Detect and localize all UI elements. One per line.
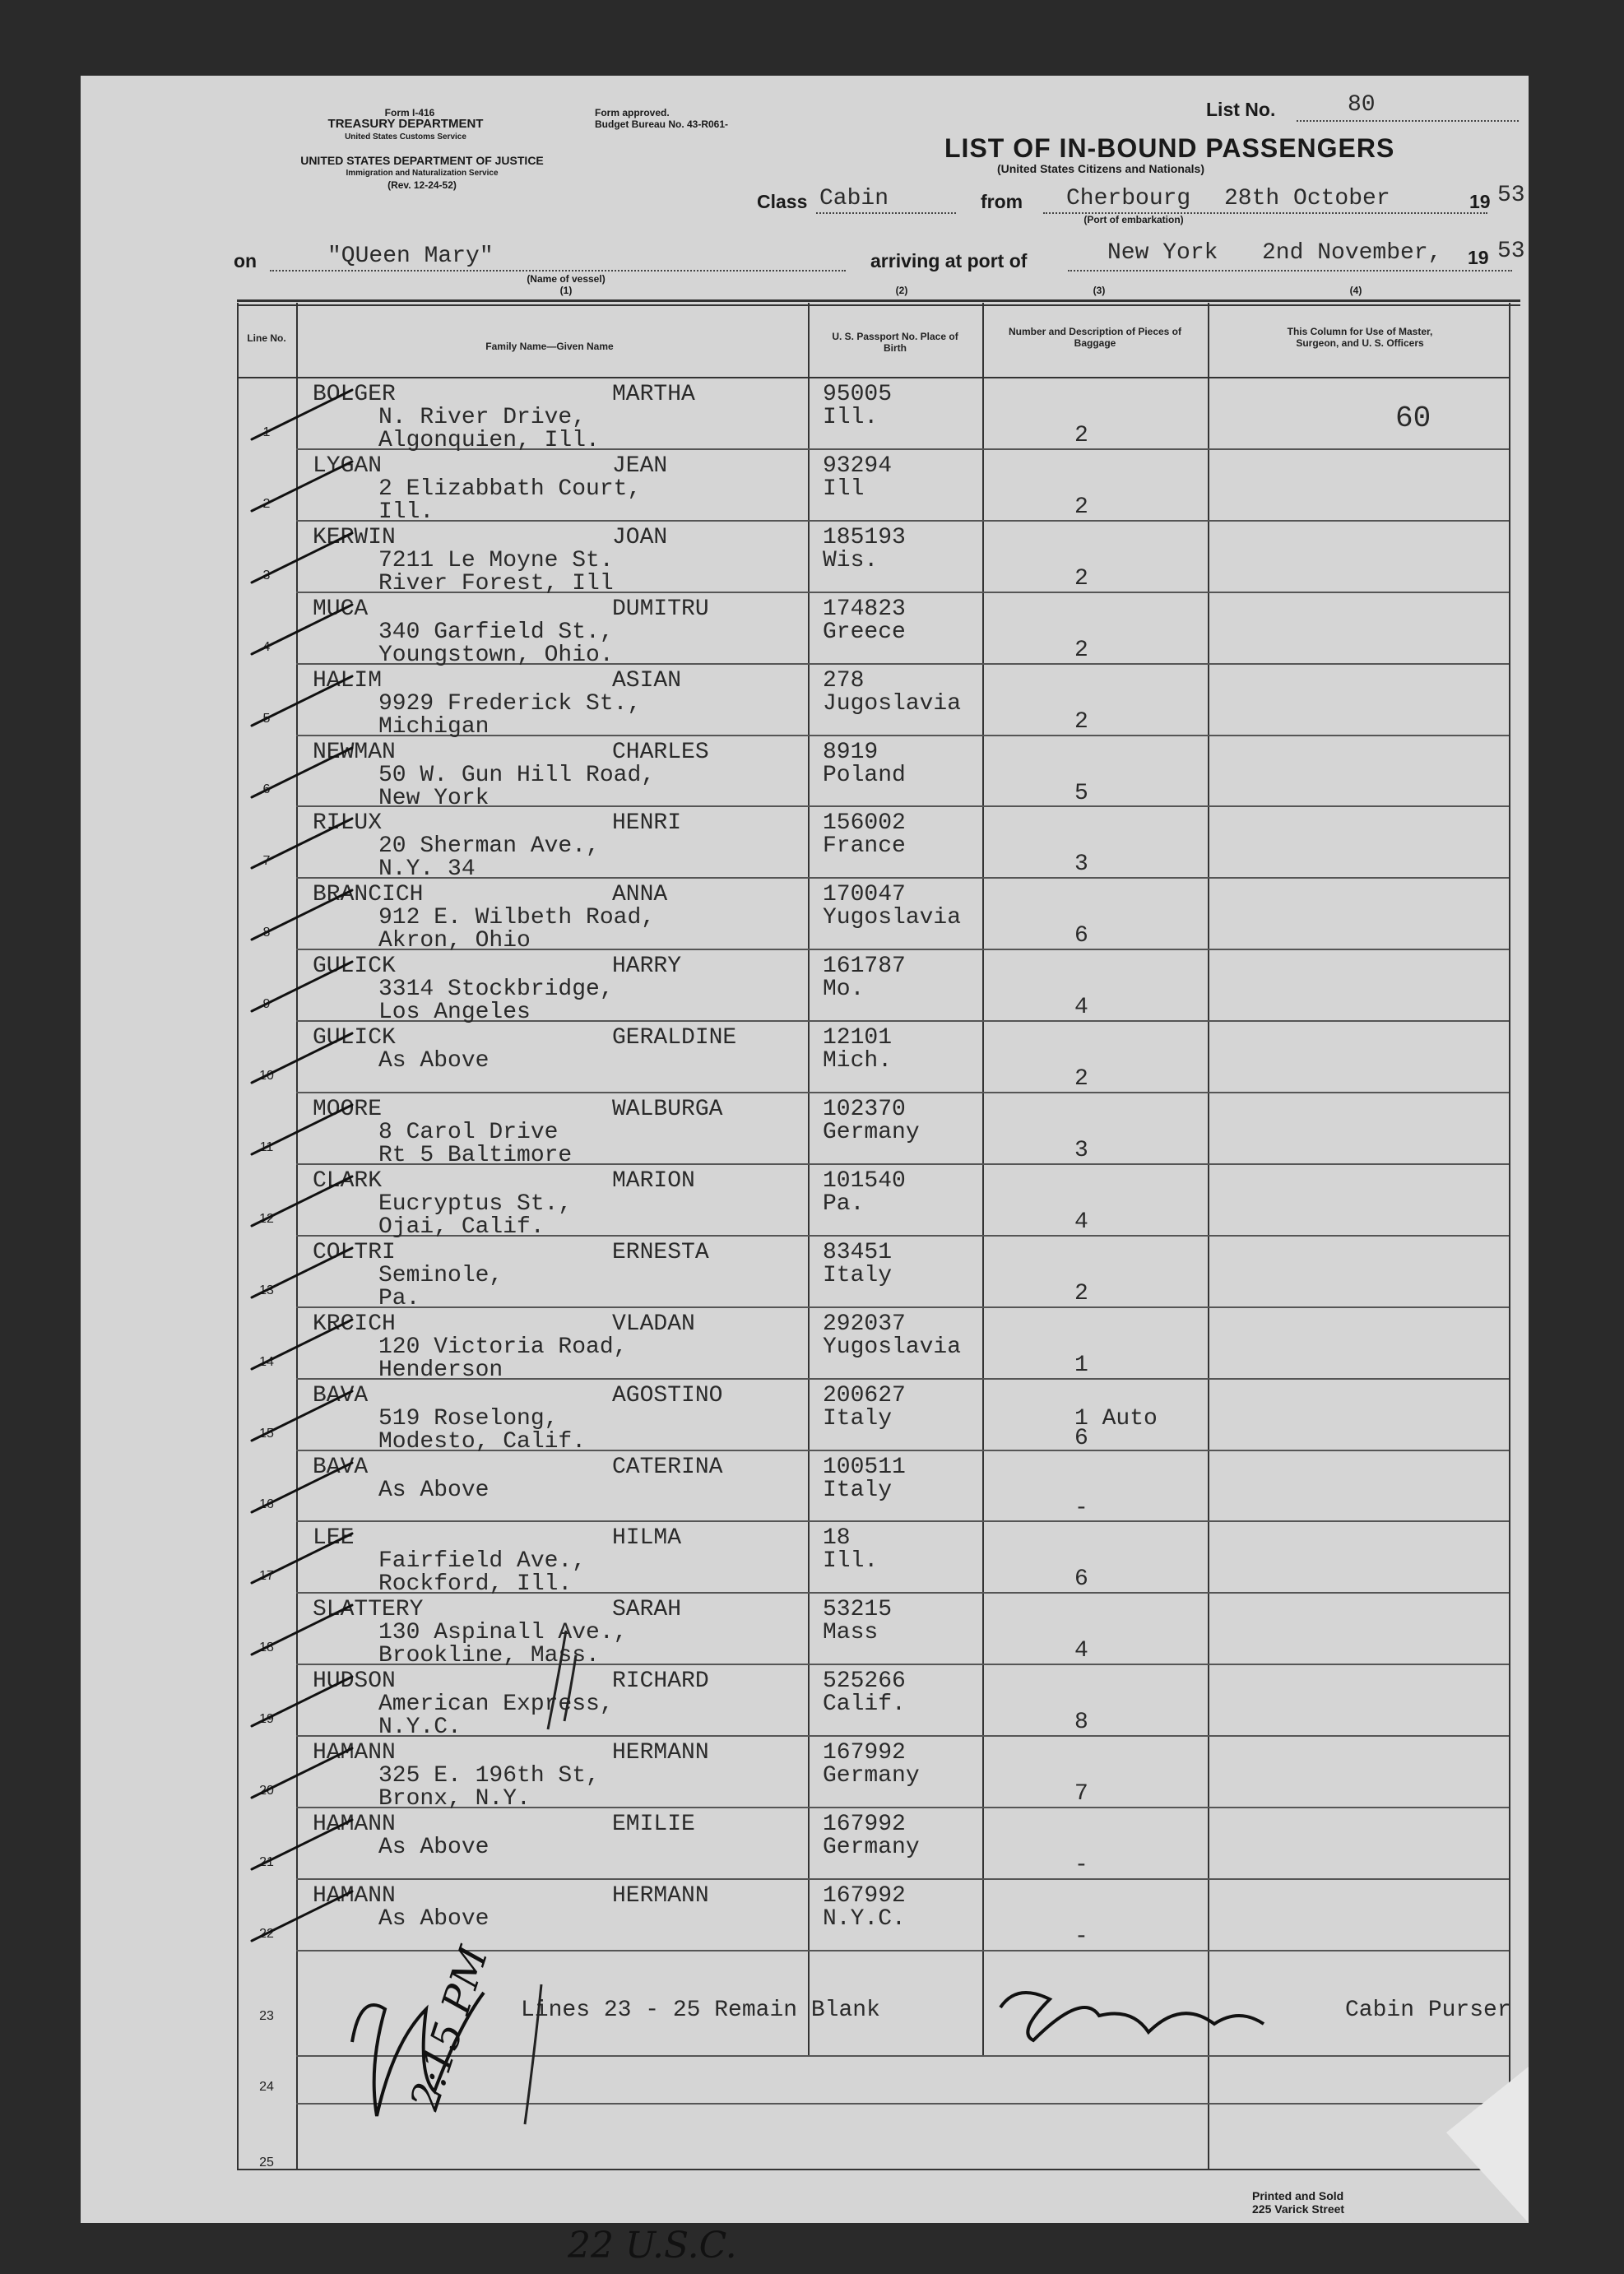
line-number: 3 bbox=[262, 568, 271, 582]
passenger-list-form bbox=[81, 76, 1529, 2267]
baggage-count: 6 bbox=[1074, 1566, 1088, 1592]
line-number: 11 bbox=[259, 1140, 274, 1154]
from-port: Cherbourg bbox=[1066, 186, 1191, 211]
address-line-1: As Above bbox=[378, 1048, 490, 1074]
family-name: BAVA bbox=[313, 1455, 369, 1480]
place-of-birth: Greece bbox=[823, 620, 906, 645]
address-line-2: Algonquien, Ill. bbox=[378, 428, 600, 453]
passport-number: 525266 bbox=[823, 1668, 906, 1694]
baggage-count: 1 bbox=[1074, 1353, 1088, 1378]
check-mark bbox=[252, 748, 352, 797]
address-line-2: Henderson bbox=[378, 1357, 503, 1383]
line-number: 16 bbox=[259, 1497, 274, 1511]
family-name: MOORE bbox=[313, 1097, 383, 1122]
officer-note: 60 bbox=[1395, 401, 1431, 435]
passport-number: 93294 bbox=[823, 453, 893, 479]
check-mark bbox=[252, 1105, 352, 1154]
baggage-count: 2 bbox=[1074, 1281, 1088, 1306]
place-of-birth: Poland bbox=[823, 763, 906, 788]
line-number: 4 bbox=[262, 640, 271, 654]
place-of-birth: Yugoslavia bbox=[823, 1334, 962, 1360]
check-mark bbox=[252, 1248, 352, 1297]
ins-service: Immigration and Naturalization Service bbox=[346, 169, 499, 178]
check-mark bbox=[252, 1391, 352, 1441]
handwritten-footer: 22 U.S.C. bbox=[568, 2225, 737, 2267]
family-name: GULICK bbox=[313, 954, 396, 979]
place-of-birth: Germany bbox=[823, 1120, 920, 1145]
list-no-label: List No. bbox=[1206, 99, 1276, 120]
treasury-dept: TREASURY DEPARTMENT bbox=[327, 117, 484, 131]
baggage-count: 3 bbox=[1074, 852, 1088, 877]
place-of-birth: Ill. bbox=[823, 1548, 879, 1574]
check-mark bbox=[252, 1891, 352, 1941]
line-number: 2 bbox=[262, 497, 271, 511]
budget-bureau: Budget Bureau No. 43-R061- bbox=[595, 118, 729, 130]
check-mark bbox=[252, 1534, 352, 1583]
passport-number: 185193 bbox=[823, 525, 906, 550]
passport-number: 18 bbox=[823, 1525, 851, 1551]
given-name: VLADAN bbox=[612, 1311, 695, 1337]
passport-number: 95005 bbox=[823, 382, 893, 407]
address-line-1: As Above bbox=[378, 1835, 490, 1860]
passport-number: 100511 bbox=[823, 1455, 906, 1480]
check-mark bbox=[252, 1820, 352, 1869]
given-name: ANNA bbox=[612, 882, 668, 907]
line-number: 24 bbox=[259, 2080, 274, 2094]
baggage-count: - bbox=[1074, 1924, 1088, 1950]
line-number: 13 bbox=[259, 1283, 274, 1297]
passport-number: 102370 bbox=[823, 1097, 906, 1122]
baggage-count: 4 bbox=[1074, 995, 1088, 1020]
address-line-1: 120 Victoria Road, bbox=[378, 1334, 628, 1360]
line-number: 22 bbox=[259, 1927, 274, 1941]
family-name: SLATTERY bbox=[313, 1597, 424, 1622]
address-line-1: 325 E. 196th St, bbox=[378, 1763, 600, 1789]
given-name: WALBURGA bbox=[612, 1097, 723, 1122]
place-of-birth: Italy bbox=[823, 1478, 893, 1503]
address-line-2: N.Y.C. bbox=[378, 1715, 462, 1740]
address-line-2: Los Angeles bbox=[378, 1000, 531, 1025]
baggage-count: 3 bbox=[1074, 1138, 1088, 1163]
arrival-year: 53 bbox=[1497, 239, 1525, 264]
departure-year: 53 bbox=[1497, 183, 1525, 208]
passport-number: 170047 bbox=[823, 882, 906, 907]
line-number: 17 bbox=[259, 1569, 274, 1583]
baggage-count: 2 bbox=[1074, 1066, 1088, 1092]
family-name: RILUX bbox=[313, 810, 383, 836]
baggage-count: 2 bbox=[1074, 566, 1088, 592]
given-name: SARAH bbox=[612, 1597, 682, 1622]
col-header-name: Family Name—Given Name bbox=[485, 341, 614, 352]
address-line-1: Fairfield Ave., bbox=[378, 1548, 587, 1574]
line-number: 7 bbox=[262, 854, 271, 868]
place-of-birth: Ill bbox=[823, 476, 865, 502]
place-of-birth: Mass bbox=[823, 1620, 879, 1645]
passport-number: 156002 bbox=[823, 810, 906, 836]
given-name: MARTHA bbox=[612, 382, 695, 407]
check-mark bbox=[252, 533, 352, 582]
baggage-count: 6 bbox=[1074, 923, 1088, 949]
given-name: RICHARD bbox=[612, 1668, 709, 1694]
family-name: BRANCICH bbox=[313, 882, 424, 907]
place-of-birth: Yugoslavia bbox=[823, 905, 962, 930]
class-label: Class bbox=[757, 191, 808, 212]
col-header-passport: U. S. Passport No. Place of Birth bbox=[832, 331, 958, 354]
address-line-2: Akron, Ohio bbox=[378, 928, 531, 954]
family-name: HAMANN bbox=[313, 1740, 396, 1766]
family-name: KRCICH bbox=[313, 1311, 396, 1337]
passport-number: 200627 bbox=[823, 1383, 906, 1408]
address-line-1: 340 Garfield St., bbox=[378, 620, 614, 645]
vessel-name: "QUeen Mary" bbox=[327, 244, 494, 269]
address-line-1: Eucryptus St., bbox=[378, 1191, 573, 1217]
line-number: 20 bbox=[259, 1784, 274, 1798]
passport-number: 8919 bbox=[823, 740, 879, 765]
line-number: 23 bbox=[259, 2009, 274, 2023]
line-number: 21 bbox=[259, 1855, 274, 1869]
address-line-2: Bronx, N.Y. bbox=[378, 1786, 531, 1812]
address-line-2: Rockford, Ill. bbox=[378, 1571, 573, 1597]
check-mark bbox=[252, 819, 352, 868]
baggage-count: - bbox=[1074, 1496, 1088, 1521]
line-number: 8 bbox=[262, 926, 271, 940]
place-of-birth: Mich. bbox=[823, 1048, 893, 1074]
address-line-1: 20 Sherman Ave., bbox=[378, 833, 600, 859]
address-line-1: Seminole, bbox=[378, 1263, 503, 1288]
family-name: BAVA bbox=[313, 1383, 369, 1408]
address-line-2: New York bbox=[378, 786, 490, 811]
class-value: Cabin bbox=[819, 186, 889, 211]
col-header-baggage: Number and Description of Pieces of Baggage bbox=[1008, 326, 1182, 349]
check-mark bbox=[252, 1176, 352, 1226]
line-number: 15 bbox=[259, 1427, 274, 1441]
place-of-birth: Ill. bbox=[823, 405, 879, 430]
line-number: 5 bbox=[262, 712, 271, 726]
place-of-birth: Calif. bbox=[823, 1692, 906, 1717]
given-name: EMILIE bbox=[612, 1812, 695, 1837]
given-name: JOAN bbox=[612, 525, 668, 550]
address-line-2: Ill. bbox=[378, 499, 434, 525]
line-number: 1 bbox=[262, 425, 271, 439]
given-name: MARION bbox=[612, 1168, 695, 1194]
remain-blank-note: Lines 23 - 25 Remain Blank bbox=[521, 1998, 880, 2023]
family-name: MUCA bbox=[313, 596, 369, 622]
place-of-birth: Pa. bbox=[823, 1191, 865, 1217]
check-mark bbox=[252, 390, 352, 439]
col2-num: (2) bbox=[895, 285, 908, 296]
given-name: ASIAN bbox=[612, 668, 682, 694]
customs-service: United States Customs Service bbox=[345, 132, 466, 142]
port-embarkation-label: (Port of embarkation) bbox=[1083, 214, 1184, 225]
baggage-count-2: 6 bbox=[1074, 1426, 1088, 1451]
place-of-birth: Germany bbox=[823, 1835, 920, 1860]
check-mark bbox=[252, 1605, 352, 1654]
family-name: LYGAN bbox=[313, 453, 383, 479]
passport-number: 53215 bbox=[823, 1597, 893, 1622]
vessel-label: (Name of vessel) bbox=[527, 273, 606, 285]
from-label: from bbox=[981, 191, 1023, 212]
family-name: KERWIN bbox=[313, 525, 396, 550]
passport-number: 161787 bbox=[823, 954, 906, 979]
baggage-count: 2 bbox=[1074, 638, 1088, 663]
address-line-2: Youngstown, Ohio. bbox=[378, 643, 614, 668]
passport-number: 101540 bbox=[823, 1168, 906, 1194]
address-line-1: 50 W. Gun Hill Road, bbox=[378, 763, 656, 788]
line-number: 9 bbox=[262, 997, 271, 1011]
passport-number: 12101 bbox=[823, 1025, 893, 1051]
baggage-count: 5 bbox=[1074, 781, 1088, 806]
address-line-1: American Express, bbox=[378, 1692, 614, 1717]
arriving-label: arriving at port of bbox=[870, 250, 1028, 271]
check-mark bbox=[252, 1033, 352, 1083]
printer-note-2: 225 Varick Street bbox=[1252, 2202, 1345, 2216]
line-number: 6 bbox=[262, 782, 271, 796]
address-line-1: 912 E. Wilbeth Road, bbox=[378, 905, 656, 930]
address-line-2: N.Y. 34 bbox=[378, 856, 476, 882]
form-title: LIST OF IN-BOUND PASSENGERS bbox=[944, 133, 1395, 163]
place-of-birth: Italy bbox=[823, 1263, 893, 1288]
address-line-1: N. River Drive, bbox=[378, 405, 587, 430]
purser-title: Cabin Purser bbox=[1345, 1998, 1511, 2023]
given-name: CATERINA bbox=[612, 1455, 723, 1480]
baggage-count: 7 bbox=[1074, 1781, 1088, 1807]
address-line-2: River Forest, Ill bbox=[378, 571, 614, 596]
address-line-1: 9929 Frederick St., bbox=[378, 691, 642, 717]
address-line-2: Michigan bbox=[378, 714, 490, 740]
handwritten-marks bbox=[81, 76, 1529, 2223]
passport-number: 292037 bbox=[823, 1311, 906, 1337]
line-number: 14 bbox=[259, 1355, 274, 1369]
given-name: HENRI bbox=[612, 810, 682, 836]
baggage-count: 4 bbox=[1074, 1209, 1088, 1235]
check-mark bbox=[252, 462, 352, 511]
given-name: GERALDINE bbox=[612, 1025, 737, 1051]
check-mark bbox=[252, 890, 352, 940]
form-revision: (Rev. 12-24-52) bbox=[387, 179, 457, 191]
page-curl-graphic bbox=[1446, 2067, 1529, 2223]
line-number: 10 bbox=[259, 1069, 274, 1083]
check-mark bbox=[252, 1463, 352, 1512]
family-name: HAMANN bbox=[313, 1883, 396, 1909]
address-line-1: 8 Carol Drive bbox=[378, 1120, 559, 1145]
check-mark bbox=[252, 676, 352, 726]
address-line-1: 7211 Le Moyne St. bbox=[378, 548, 614, 573]
baggage-count: - bbox=[1074, 1853, 1088, 1878]
family-name: COLTRI bbox=[313, 1240, 396, 1265]
address-line-2: Modesto, Calif. bbox=[378, 1429, 587, 1455]
check-mark bbox=[252, 605, 352, 654]
family-name: BOLGER bbox=[313, 382, 396, 407]
given-name: ERNESTA bbox=[612, 1240, 709, 1265]
check-mark bbox=[252, 1320, 352, 1369]
given-name: HARRY bbox=[612, 954, 682, 979]
check-mark bbox=[252, 1677, 352, 1726]
place-of-birth: N.Y.C. bbox=[823, 1906, 906, 1932]
family-name: GULICK bbox=[313, 1025, 396, 1051]
family-name: HALIM bbox=[313, 668, 383, 694]
place-of-birth: France bbox=[823, 833, 906, 859]
address-line-2: Rt 5 Baltimore bbox=[378, 1143, 573, 1168]
col-header-officers: This Column for Use of Master, Surgeon, and U. S. Officers bbox=[1287, 326, 1433, 349]
check-mark bbox=[252, 962, 352, 1011]
given-name: CHARLES bbox=[612, 740, 709, 765]
on-label: on bbox=[234, 250, 258, 271]
arrival-year-prefix: 19 bbox=[1468, 247, 1489, 268]
passport-number: 167992 bbox=[823, 1812, 906, 1837]
col4-num: (4) bbox=[1349, 285, 1362, 296]
baggage-count: 4 bbox=[1074, 1638, 1088, 1664]
departure-date: 28th October bbox=[1224, 186, 1390, 211]
departure-year-prefix: 19 bbox=[1469, 191, 1491, 212]
address-line-2: Brookline, Mass. bbox=[378, 1643, 600, 1668]
family-name: NEWMAN bbox=[313, 740, 396, 765]
col3-num: (3) bbox=[1093, 285, 1106, 296]
given-name: HERMANN bbox=[612, 1740, 709, 1766]
purser-signature-graphic bbox=[1000, 1993, 1264, 2040]
printer-note-1: Printed and Sold bbox=[1252, 2189, 1344, 2202]
form-approved: Form approved. bbox=[595, 107, 670, 118]
justice-dept: UNITED STATES DEPARTMENT OF JUSTICE bbox=[300, 154, 544, 167]
given-name: HILMA bbox=[612, 1525, 682, 1551]
line-number: 12 bbox=[259, 1212, 274, 1226]
place-of-birth: Jugoslavia bbox=[823, 691, 962, 717]
line-number: 19 bbox=[259, 1712, 274, 1726]
given-name: HERMANN bbox=[612, 1883, 709, 1909]
pencil-stroke-graphic bbox=[525, 1631, 576, 2124]
line-number: 18 bbox=[259, 1641, 274, 1654]
address-line-1: 2 Elizabbath Court, bbox=[378, 476, 642, 502]
passport-number: 278 bbox=[823, 668, 865, 694]
address-line-2: Ojai, Calif. bbox=[378, 1214, 545, 1240]
address-line-1: As Above bbox=[378, 1478, 490, 1503]
passport-number: 167992 bbox=[823, 1740, 906, 1766]
place-of-birth: Italy bbox=[823, 1406, 893, 1432]
given-name: AGOSTINO bbox=[612, 1383, 723, 1408]
place-of-birth: Germany bbox=[823, 1763, 920, 1789]
given-name: JEAN bbox=[612, 453, 668, 479]
col-header-line-no: Line No. bbox=[247, 332, 286, 344]
handwritten-time: 2:15 PM bbox=[401, 1941, 498, 2116]
baggage-count: 2 bbox=[1074, 494, 1088, 520]
address-line-1: 130 Aspinall Ave., bbox=[378, 1620, 628, 1645]
passport-number: 83451 bbox=[823, 1240, 893, 1265]
form-subtitle: (United States Citizens and Nationals) bbox=[996, 162, 1205, 175]
form-number: Form I-416 bbox=[384, 107, 435, 118]
family-name: HAMANN bbox=[313, 1812, 396, 1837]
family-name: LEE bbox=[313, 1525, 355, 1551]
address-line-1: As Above bbox=[378, 1906, 490, 1932]
passport-number: 167992 bbox=[823, 1883, 906, 1909]
address-line-1: 3314 Stockbridge, bbox=[378, 977, 614, 1002]
arrival-date: 2nd November, bbox=[1262, 240, 1442, 266]
baggage-count: 8 bbox=[1074, 1710, 1088, 1735]
line-number: 25 bbox=[259, 2156, 274, 2170]
family-name: HUDSON bbox=[313, 1668, 396, 1694]
place-of-birth: Mo. bbox=[823, 977, 865, 1002]
address-line-2: Pa. bbox=[378, 1286, 420, 1311]
inspector-signature-graphic bbox=[352, 1993, 484, 2116]
baggage-count: 2 bbox=[1074, 709, 1088, 735]
place-of-birth: Wis. bbox=[823, 548, 879, 573]
passport-number: 174823 bbox=[823, 596, 906, 622]
address-line-1: 519 Roselong, bbox=[378, 1406, 559, 1432]
arrival-port: New York bbox=[1107, 240, 1218, 266]
list-no-value: 80 bbox=[1348, 92, 1376, 118]
col1-num: (1) bbox=[559, 285, 573, 296]
family-name: CLARK bbox=[313, 1168, 383, 1194]
baggage-count: 2 bbox=[1074, 423, 1088, 448]
check-mark bbox=[252, 1748, 352, 1798]
baggage-count: 1 Auto bbox=[1074, 1406, 1158, 1432]
given-name: DUMITRU bbox=[612, 596, 709, 622]
